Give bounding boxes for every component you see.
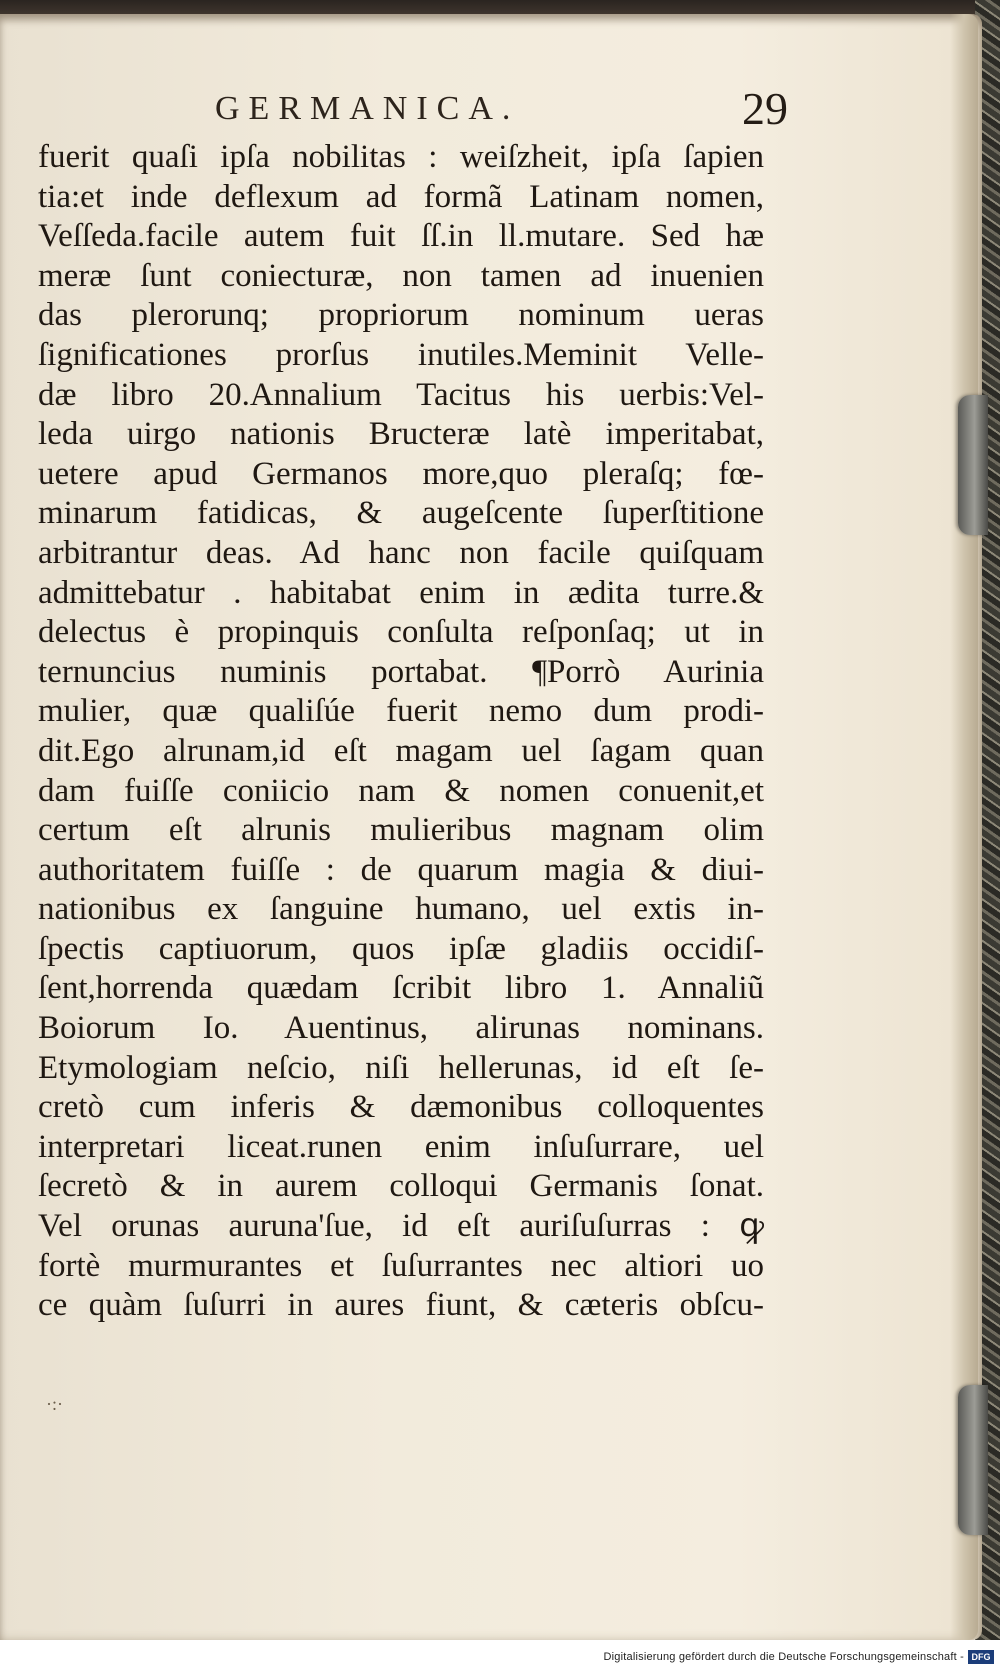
clasp-tab-lower bbox=[958, 1385, 988, 1535]
body-text bbox=[38, 138, 764, 1326]
ink-speck: ·:· bbox=[46, 1394, 63, 1414]
text-line: fortè murmurantes et ſuſurrantes nec altiori uo bbox=[38, 1247, 764, 1284]
text-line: ſecretò & in aurem colloqui Germanis ſonat. bbox=[38, 1168, 764, 1205]
text-line: ſent,horrenda quædam ſcribit libro 1. Annaliũ bbox=[38, 970, 764, 1007]
text-line: certum eſt alrunis mulieribus magnam olim bbox=[38, 812, 764, 849]
text-line: dit.Ego alrunam,id eſt magam uel ſagam quan bbox=[38, 732, 764, 769]
text-line: Vel orunas auruna'ſue, id eſt auriſuſurras : ꝙ bbox=[38, 1208, 764, 1245]
footer-bar bbox=[0, 1640, 1000, 1676]
text-line: minarum fatidicas, & augeſcente ſuperſtitione bbox=[38, 495, 764, 532]
text-line: dam fuiſſe coniicio nam & nomen conuenit,et bbox=[38, 772, 764, 809]
text-line: authoritatem fuiſſe : de quarum magia & diui- bbox=[38, 851, 764, 888]
text-line: Etymologiam neſcio, niſi hellerunas, id eſt ſe- bbox=[38, 1049, 764, 1086]
text-line: interpretari liceat.runen enim inſuſurrare, uel bbox=[38, 1128, 764, 1165]
text-line: das plerorunq; propriorum nominum ueras bbox=[38, 297, 764, 334]
running-head: GERMANICA. bbox=[215, 90, 520, 127]
text-line: delectus è propinquis conſulta reſponſaq; ut in bbox=[38, 614, 764, 651]
text-line: ſignificationes prorſus inutiles.Meminit Velle- bbox=[38, 336, 764, 373]
digitization-credit: Digitalisierung gefördert durch die Deutsche Forschungsgemeinschaft - bbox=[603, 1651, 964, 1663]
dfg-logo: DFG bbox=[968, 1650, 994, 1664]
text-line: ce quàm ſuſurri in aures fiunt, & cæteris obſcu- bbox=[38, 1287, 764, 1324]
text-line: arbitrantur deas. Ad hanc non facile quiſquam bbox=[38, 534, 764, 571]
text-line: nationibus ex ſanguine humano, uel extis in- bbox=[38, 891, 764, 928]
text-line: uetere apud Germanos more,quo pleraſq; fœ- bbox=[38, 455, 764, 492]
text-line: mulier, quæ qualiſúe fuerit nemo dum prodi- bbox=[38, 693, 764, 730]
text-line: cretò cum inferis & dæmonibus colloquentes bbox=[38, 1089, 764, 1126]
text-line: tia:et inde deflexum ad formã Latinam nomen, bbox=[38, 178, 764, 215]
text-line: admittebatur . habitabat enim in ædita turre.& bbox=[38, 574, 764, 611]
page-number: 29 bbox=[742, 83, 788, 134]
text-line: ternuncius numinis portabat. ¶Porrò Aurinia bbox=[38, 653, 764, 690]
clasp-tab-upper bbox=[958, 395, 988, 535]
text-line: Boiorum Io. Auentinus, alirunas nominans. bbox=[38, 1010, 764, 1047]
text-line: ſpectis captiuorum, quos ipſæ gladiis occidiſ- bbox=[38, 930, 764, 967]
text-line: meræ ſunt coniecturæ, non tamen ad inuenien bbox=[38, 257, 764, 294]
text-line: fuerit quaſi ipſa nobilitas : weiſzheit, ipſa ſapien bbox=[38, 139, 764, 175]
text-line: dæ libro 20.Annalium Tacitus his uerbis:Vel- bbox=[38, 376, 764, 413]
text-line: leda uirgo nationis Bructeræ latè imperitabat, bbox=[38, 416, 764, 453]
text-line: Veſſeda.facile autem fuit ſſ.in ll.mutare. Sed hæ bbox=[38, 218, 764, 255]
